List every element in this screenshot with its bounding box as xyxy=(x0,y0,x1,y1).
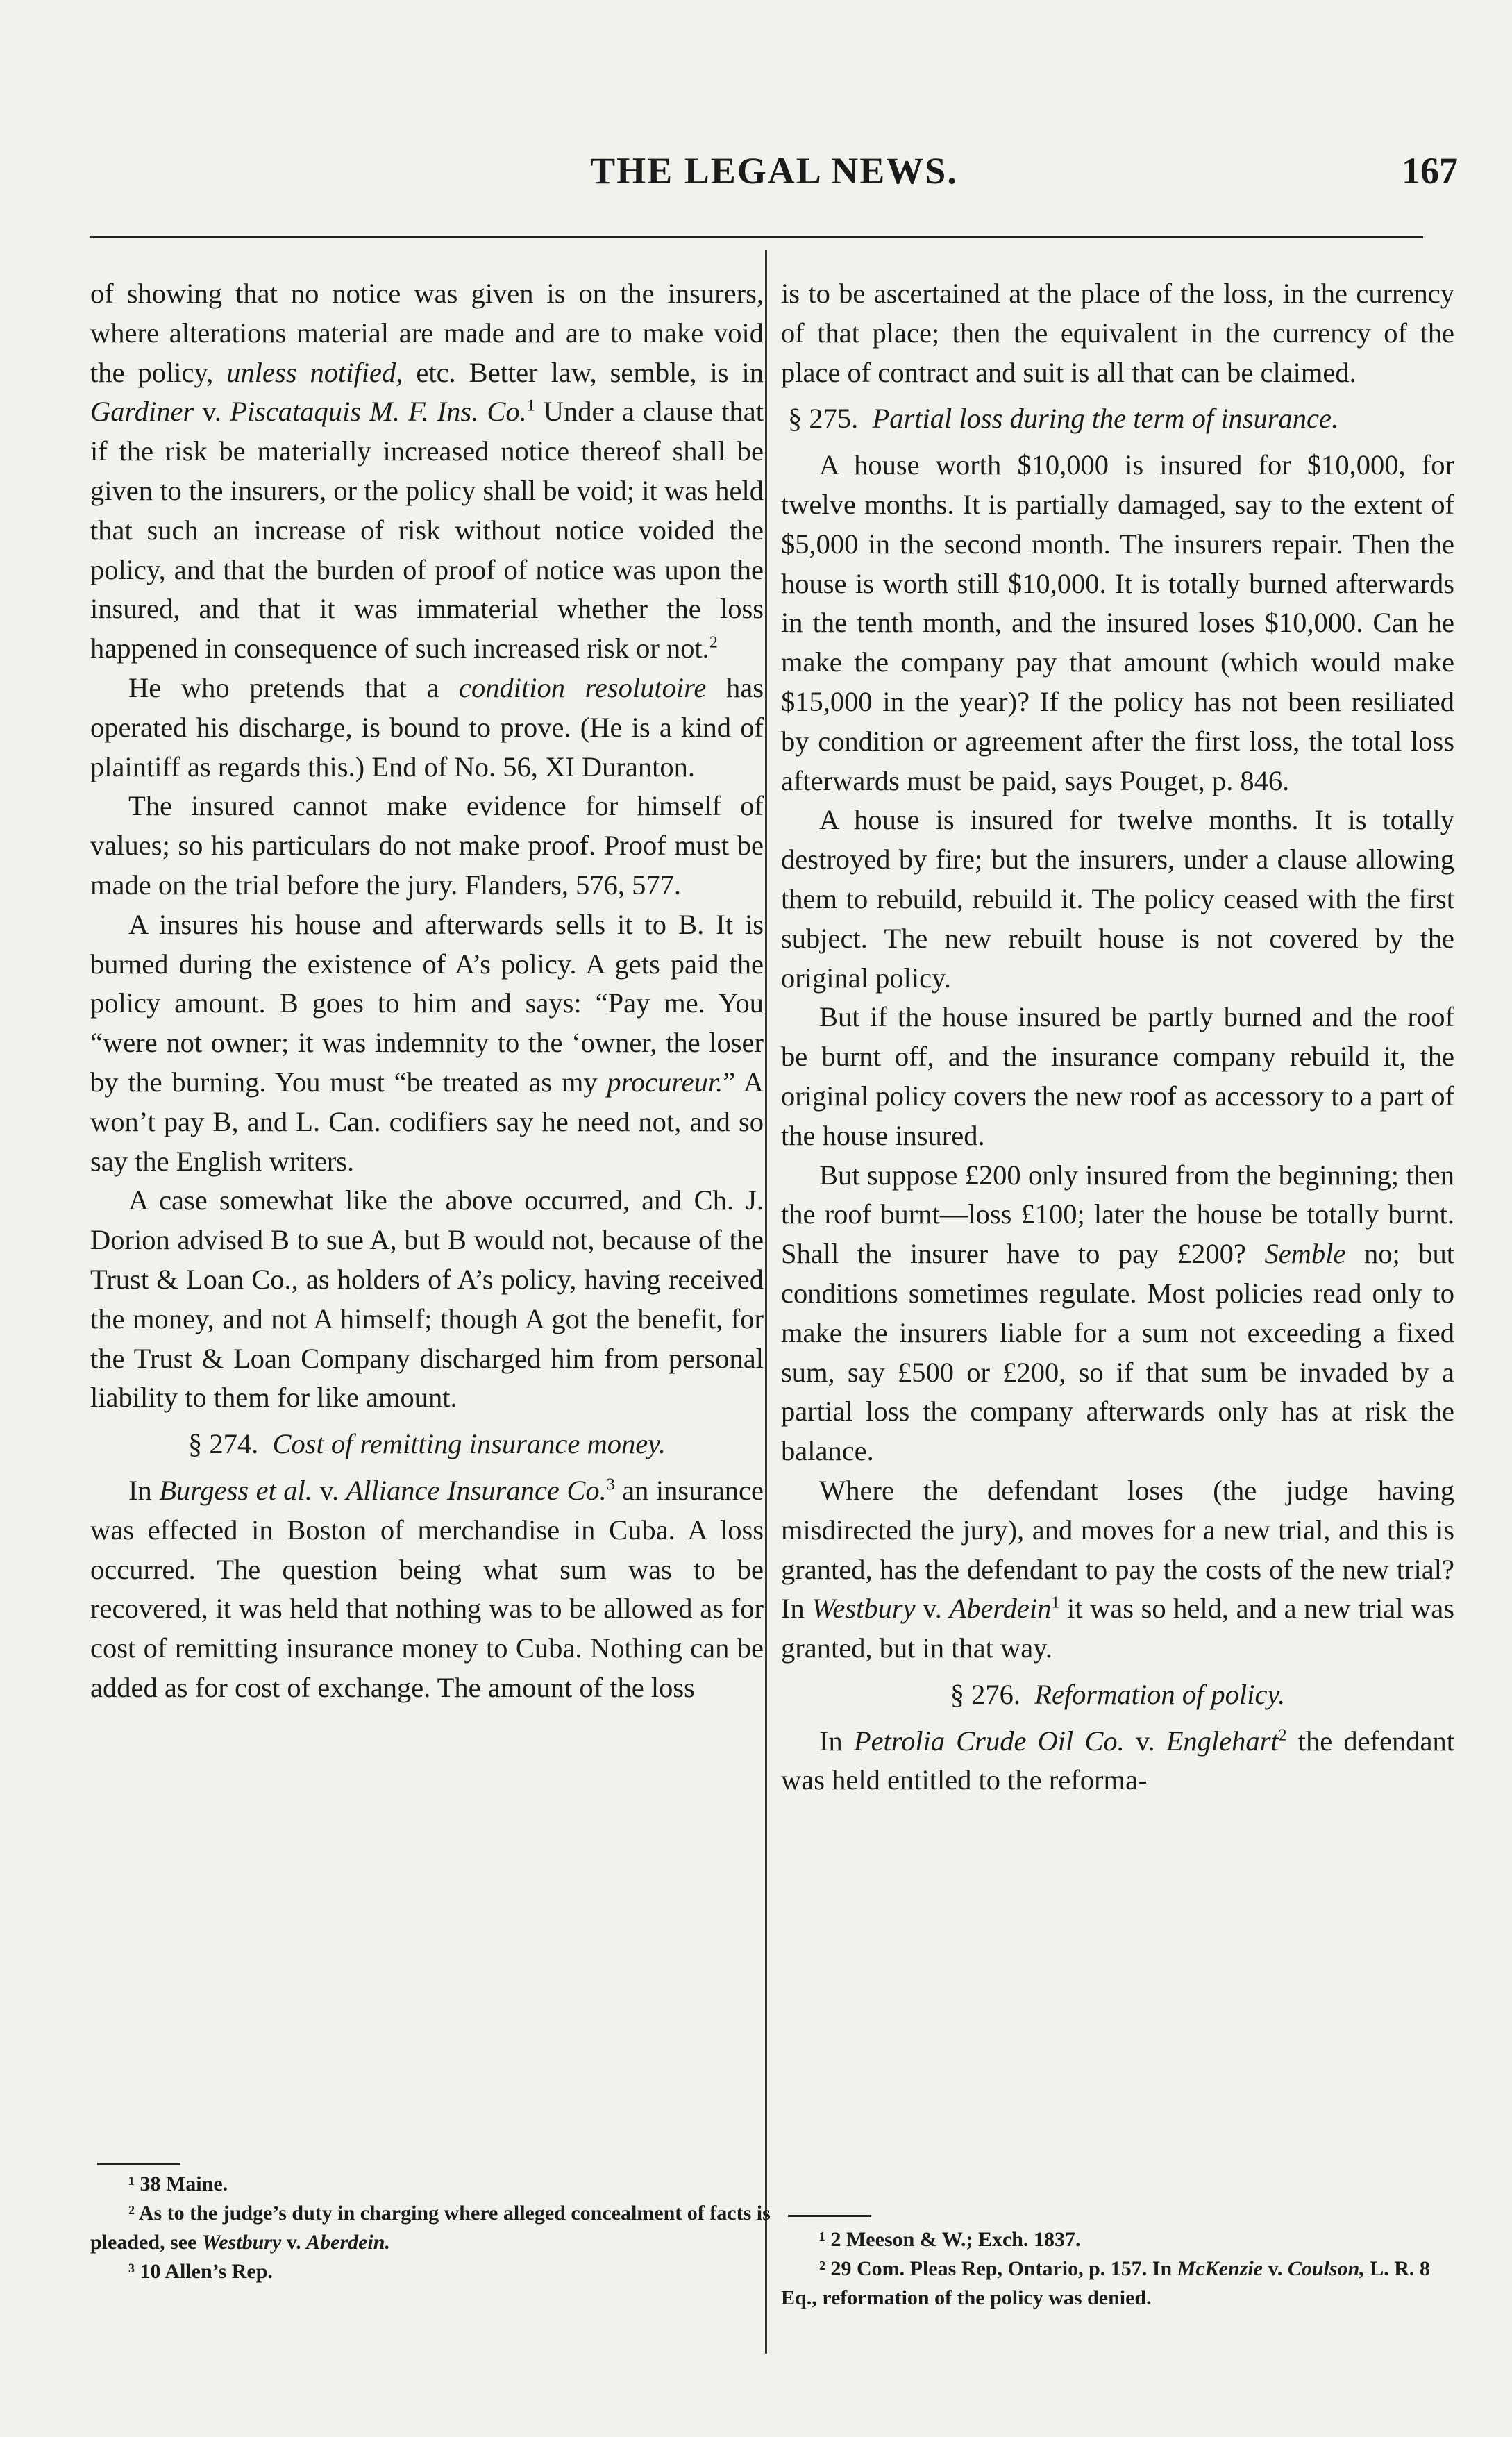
paragraph: In Petrolia Crude Oil Co. v. Englehart$^2$ the defendant was held entitled to the reforma- xyxy=(781,1725,1454,1796)
page-number: 167 xyxy=(1402,150,1458,192)
left-footnotes xyxy=(90,2170,771,2286)
footnote-rule xyxy=(97,2163,180,2165)
paragraph: A insures his house and afterwards sells it to B. It is burned during the existence of A’s policy. A gets paid the policy amount. B goes to him and says: “Pay me. You “were not owner; it was indemnity to the ‘owner, the loser by the burning. You must “be treated as my procureur.” A won’t pay B, and L. Can. codifiers say he need not, and so say the English writers. xyxy=(90,908,764,1177)
paragraph: A house is insured for twelve months. It is totally destroyed by fire; but the insurers, under a clause allowing them to rebuild, rebuild it. The policy ceased with the first subject. The new rebuilt house is not covered by the original policy. xyxy=(781,804,1454,994)
paragraph: of showing that no notice was given is on the insurers, where alterations material are made and are to make void the policy, unless notified, etc. Better law, semble, is in Gardiner v. Piscataquis M. F. Ins. Co.$^1$ Under a clause that if the risk be materially increased notice thereof shall be given to the insurers, or the policy shall be void; it was held that such an increase of risk without notice voided the policy, and that the burden of proof of notice was upon the insured, and that it was immaterial whether the loss happened in consequence of such increased risk or not.$^2$ xyxy=(90,278,764,664)
right-footnotes xyxy=(781,2225,1461,2313)
left-column xyxy=(90,274,764,1708)
footnote: ³ 10 Allen’s Rep. xyxy=(128,2260,273,2283)
footnote: ¹ 38 Maine. xyxy=(128,2172,228,2195)
paragraph: A house worth $10,000 is insured for $10,000, for twelve months. It is partially damaged, say to the extent of $5,000 in the second month. The insurers repair. Then the house is worth still $10,000. It is totally burned afterwards in the tenth month, and the insured loses $10,000. Can he make the company pay that amount (which would make $15,000 in the year)? If the policy has not been resiliated by condition or agreement after the first loss, the total loss afterwards must be paid, says Pouget, p. 846. xyxy=(781,449,1454,796)
footnote: ² 29 Com. Pleas Rep, Ontario, p. 157. In McKenzie v. Coulson, L. R. 8 Eq., reformation of the policy was denied. xyxy=(781,2257,1430,2309)
journal-title: THE LEGAL NEWS. xyxy=(590,150,958,192)
section-heading-275: § 275. Partial loss during the term of insurance. xyxy=(788,403,1339,435)
section-heading-276: § 276. Reformation of policy. xyxy=(950,1678,1286,1710)
footnote: ² As to the judge’s duty in charging where alleged concealment of facts is pleaded, see Westbury v. Aberdein. xyxy=(90,2202,771,2254)
footnote-rule xyxy=(788,2215,871,2217)
column-divider xyxy=(765,250,767,2354)
footnote: ¹ 2 Meeson & W.; Exch. 1837. xyxy=(819,2228,1081,2251)
paragraph: But suppose £200 only insured from the beginning; then the roof burnt—loss £100; later the house be totally burnt. Shall the insurer have to pay £200? Semble no; but conditions sometimes regulate. Most policies read only to make the insurers liable for a sum not exceeding a fixed sum, say £500 or £200, so if that sum be invaded by a partial loss the company afterwards only has at risk the balance. xyxy=(781,1159,1454,1467)
right-column xyxy=(781,274,1454,1800)
paragraph: In Burgess et al. v. Alliance Insurance Co.$^3$ an insurance was effected in Boston of merchandise in Cuba. A loss occurred. The question being what sum was to be recovered, it was held that nothing was to be allowed as for cost of remitting insurance money to Cuba. Nothing can be added as for cost of exchange. The amount of the loss xyxy=(90,1474,764,1703)
page-header xyxy=(90,149,1458,205)
paragraph: But if the house insured be partly burned and the roof be burnt off, and the insurance company rebuild it, the original policy covers the new roof as accessory to a part of the house insured. xyxy=(781,1001,1454,1151)
paragraph: He who pretends that a condition resolutoire has operated his discharge, is bound to prove. (He is a kind of plaintiff as regards this.) End of No. 56, XI Duranton. xyxy=(90,671,764,782)
paragraph: is to be ascertained at the place of the loss, in the currency of that place; then the equivalent in the currency of the place of contract and suit is all that can be claimed. xyxy=(781,278,1454,388)
paragraph: A case somewhat like the above occurred, and Ch. J. Dorion advised B to sue A, but B would not, because of the Trust & Loan Co., as holders of A’s policy, having received the money, and not A himself; though A got the benefit, for the Trust & Loan Company discharged him from personal liability to them for like amount. xyxy=(90,1184,764,1414)
section-heading-274: § 274. Cost of remitting insurance money. xyxy=(187,1428,666,1460)
paragraph: Where the defendant loses (the judge having misdirected the jury), and moves for a new trial, and this is granted, has the defendant to pay the costs of the new trial? In Westbury v. Aberdein$^1$ it was so held, and a new trial was granted, but in that way. xyxy=(781,1474,1454,1664)
paragraph: The insured cannot make evidence for himself of values; so his particulars do not make proof. Proof must be made on the trial before the jury. Flanders, 576, 577. xyxy=(90,790,764,901)
header-rule xyxy=(90,236,1423,238)
